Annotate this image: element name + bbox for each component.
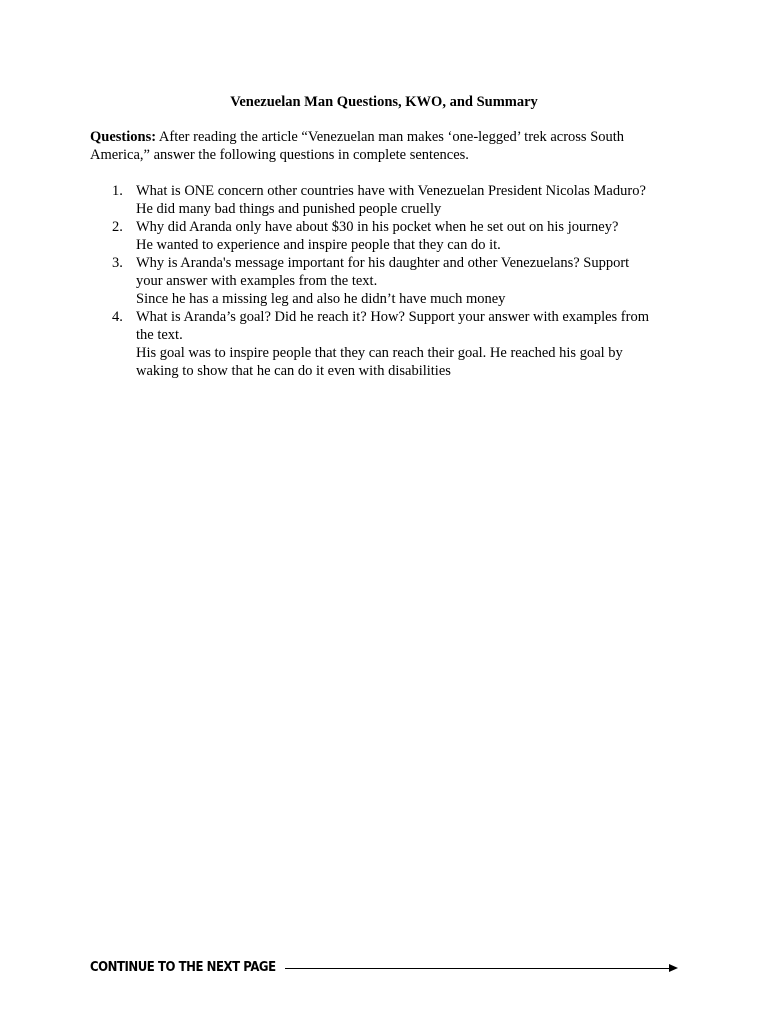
answer-text: He did many bad things and punished people cruelly — [136, 201, 442, 217]
question-text: Why did Aranda only have about $30 in his pocket when he set out on his journey? — [136, 219, 619, 235]
question-list — [90, 182, 690, 380]
page-title: Venezuelan Man Questions, KWO, and Summary — [230, 94, 538, 110]
answer-text: waking to show that he can do it even with disabilities — [136, 363, 451, 379]
question-number: 3. — [112, 255, 123, 271]
answer-text: He wanted to experience and inspire people that they can do it. — [136, 237, 501, 253]
question-text: What is Aranda’s goal? Did he reach it? How? Support your answer with examples from — [136, 309, 649, 325]
intro-text-line1: After reading the article “Venezuelan man makes ‘one-legged’ trek across South — [156, 129, 625, 145]
question-number: 1. — [112, 183, 123, 199]
question-text: your answer with examples from the text. — [136, 273, 378, 289]
footer-rule — [285, 968, 670, 969]
question-number: 4. — [112, 309, 123, 325]
question-text: What is ONE concern other countries have with Venezuelan President Nicolas Maduro? — [136, 183, 646, 199]
arrow-right-icon — [669, 964, 678, 972]
continue-label: CONTINUE TO THE NEXT PAGE — [90, 960, 276, 975]
question-item — [90, 182, 690, 218]
question-item — [90, 254, 690, 308]
continue-footer — [90, 958, 678, 978]
question-item — [90, 218, 690, 254]
answer-text: Since he has a missing leg and also he didn’t have much money — [136, 291, 506, 307]
question-text: the text. — [136, 327, 183, 343]
intro-text-line2: America,” answer the following questions in complete sentences. — [90, 147, 469, 163]
intro-label: Questions: — [90, 129, 157, 145]
intro-paragraph — [90, 128, 680, 164]
question-number: 2. — [112, 219, 123, 235]
question-text: Why is Aranda's message important for his daughter and other Venezuelans? Support — [136, 255, 630, 271]
question-item — [90, 308, 690, 380]
answer-text: His goal was to inspire people that they can reach their goal. He reached his goal by — [136, 345, 623, 361]
